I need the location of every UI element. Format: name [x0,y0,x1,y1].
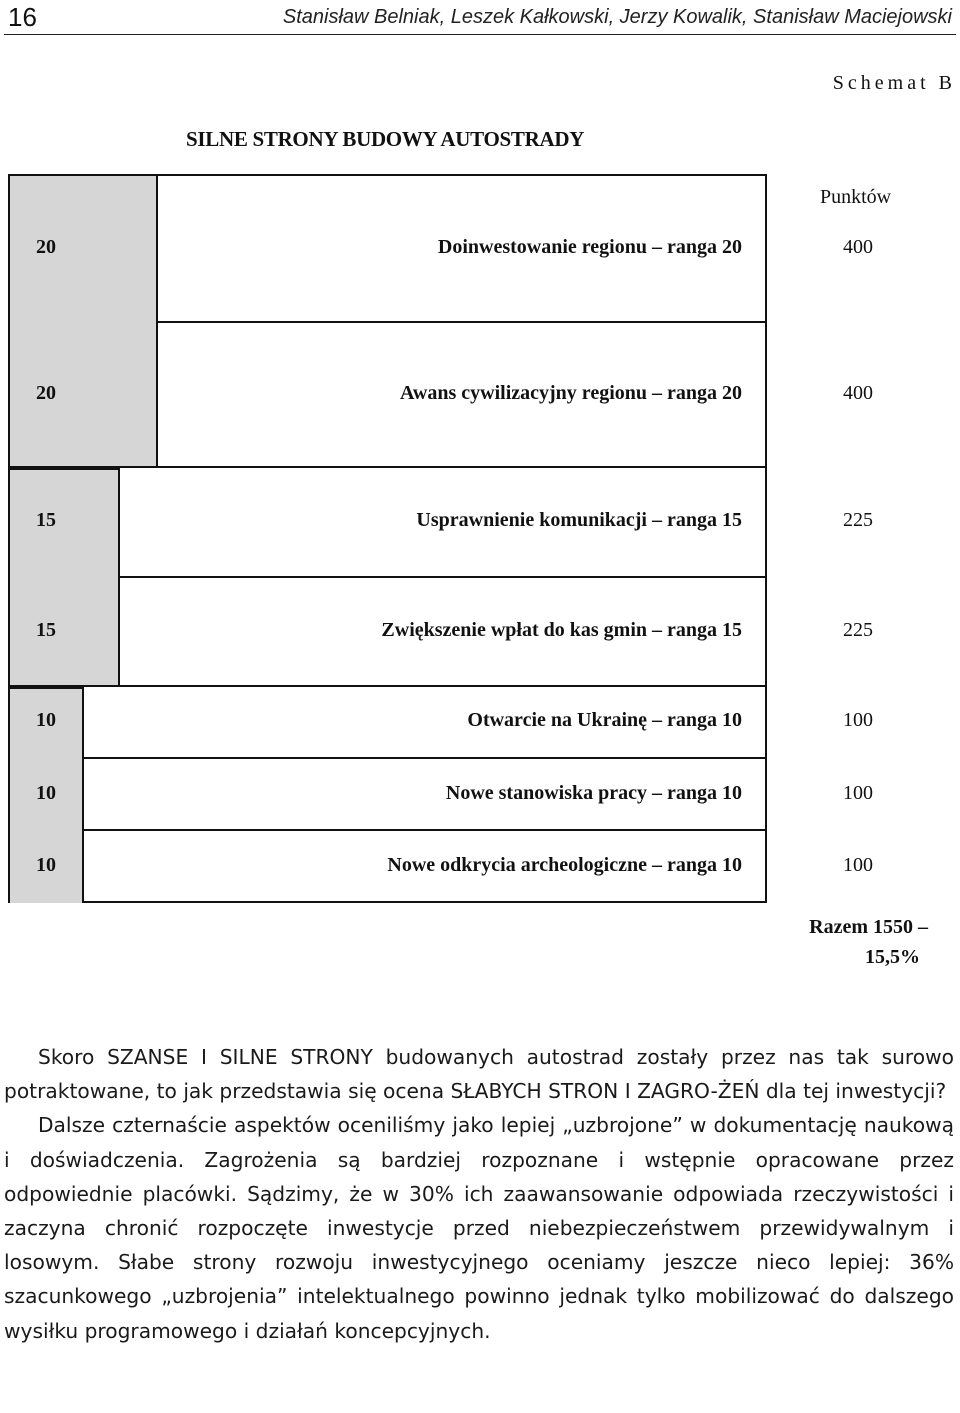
row-divider [84,829,765,831]
row-rank: 10 [36,782,56,804]
total-summary [809,912,928,972]
row-rank: 15 [36,619,56,641]
paragraph: Dalsze czternaście aspektów oceniliśmy jako lepiej „uzbrojone” w dokumentację naukową i doświadczenia. Zagrożenia są bardziej rozpoznane i wstępnie opracowane przez odpowiednie placówki. Sądzimy, że w 30% ich zaawansowanie odpowiada rzeczywistości i zaczyna chronić rozpoczęte inwestycje przed niebezpieczeństwem przewidywalnym i losowym. Słabe strony rozwoju inwestycyjnego oceniamy jeszcze nieco lepiej: 36% szacunkowego „uzbrojenia” intelektualnego powinno jednak tylko mobilizować do dalszego wysiłku programowego i działań koncepcyjnych. [4,1113,954,1343]
row-points: 100 [843,709,873,731]
row-points: 225 [843,619,873,641]
row-rank: 20 [36,382,56,404]
row-label: Awans cywilizacyjny regionu – ranga 20 [399,382,742,404]
diagram-title: SILNE STRONY BUDOWY AUTOSTRADY [186,127,585,151]
points-column-header: Punktów [820,186,892,208]
running-head-authors: Stanisław Belniak, Leszek Kałkowski, Jerzy Kowalik, Stanisław Maciejowski [282,6,952,28]
row-label: Nowe stanowiska pracy – ranga 10 [445,782,742,804]
row-label: Otwarcie na Ukrainę – ranga 10 [467,709,742,731]
row-points: 100 [843,854,873,876]
row-points: 400 [843,382,873,404]
page-number: 16 [8,2,37,32]
row-label: Usprawnienie komunikacji – ranga 15 [416,509,742,531]
row-rank: 10 [36,709,56,731]
row-rank: 10 [36,854,56,876]
row-points: 100 [843,782,873,804]
total-line: Razem 1550 – [809,916,928,938]
row-label: Nowe odkrycia archeologiczne – ranga 10 [387,854,742,876]
body-text [4,1040,954,1348]
row-rank: 15 [36,509,56,531]
page-header [4,0,956,35]
row-rank: 20 [36,236,56,258]
schema-label: Schemat B [832,72,956,94]
row-divider [84,757,765,759]
row-divider [10,685,765,687]
row-divider [120,576,765,578]
row-divider [158,321,765,323]
row-divider [10,466,765,468]
total-percent: 15,5% [865,946,920,968]
rank-20-band [10,176,158,468]
row-points: 225 [843,509,873,531]
rank-15-band [10,468,120,687]
row-label: Doinwestowanie regionu – ranga 20 [437,236,742,258]
paragraph: Skoro SZANSE I SILNE STRONY budowanych autostrad zostały przez nas tak surowo potraktowane, to jak przedstawia się ocena SŁABYCH STRON I ZAGRO-ŻEŃ dla tej inwestycji? [4,1045,954,1104]
row-label: Zwiększenie wpłat do kas gmin – ranga 15 [381,619,742,641]
row-points: 400 [843,236,873,258]
